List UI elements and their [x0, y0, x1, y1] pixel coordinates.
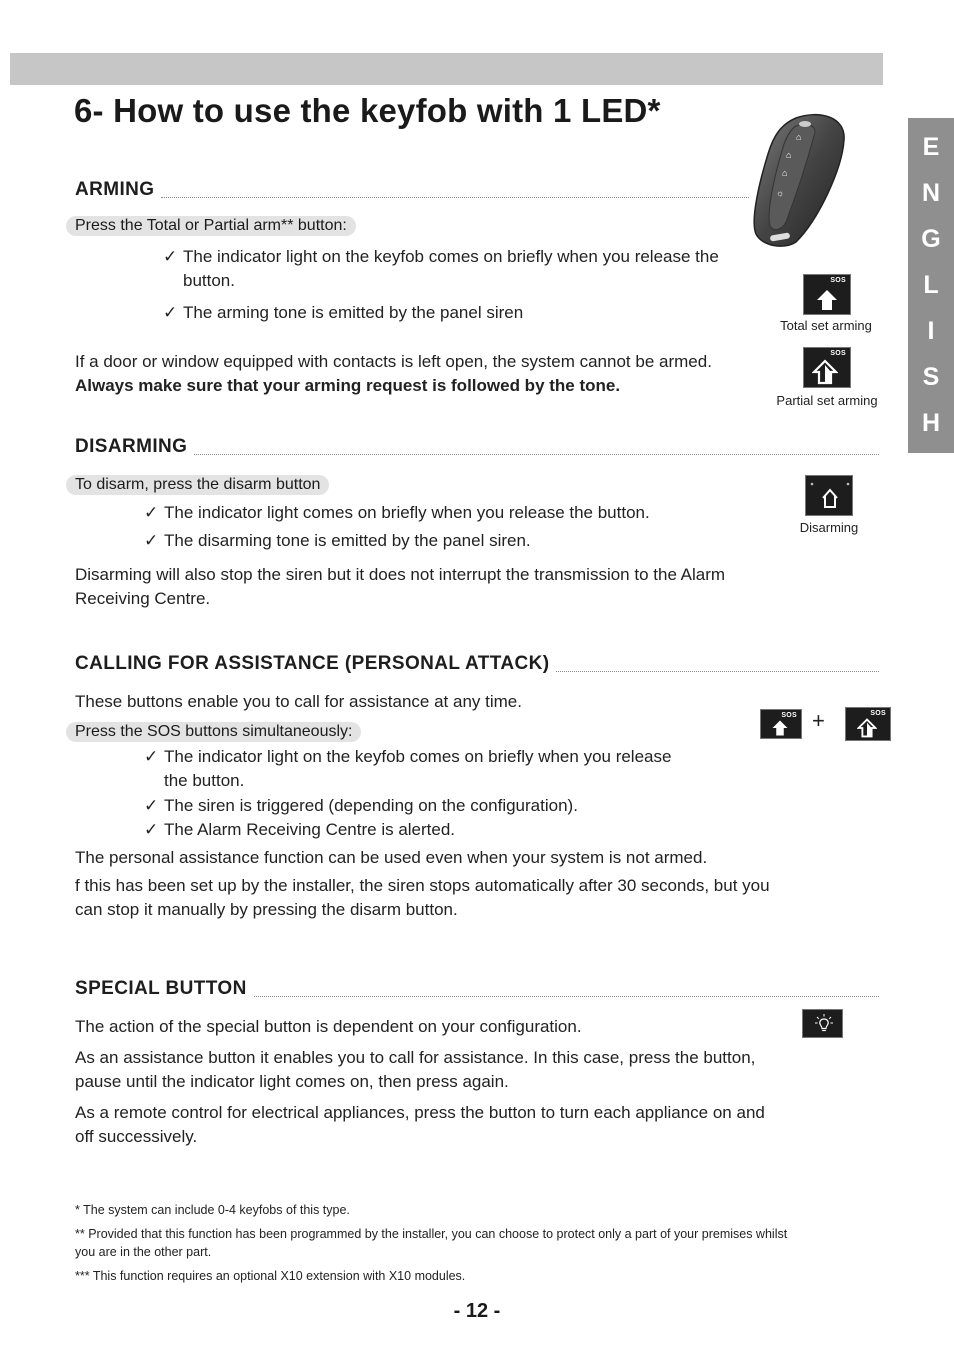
- total-arm-caption: Total set arming: [780, 318, 872, 333]
- arming-instruction: Press the Total or Partial arm** button:: [66, 216, 356, 236]
- heading-rule: [254, 996, 879, 997]
- assistance-check-3: ✓ The Alarm Receiving Centre is alerted.: [144, 818, 784, 842]
- arming-paragraph: If a door or window equipped with contacts is left open, the system cannot be armed. Always make sure that your arming request is followed by the tone.: [75, 350, 775, 398]
- arming-heading: [75, 177, 749, 201]
- sos-icon: SOS: [845, 707, 891, 741]
- assistance-heading-text: CALLING FOR ASSISTANCE (PERSONAL ATTACK): [75, 653, 550, 674]
- disarming-heading: [75, 434, 879, 458]
- footnote-2: ** Provided that this function has been programmed by the installer, you can choose to protect only a part of your premises whilst you are in the other part.: [75, 1227, 788, 1259]
- disarm-icon: [805, 475, 853, 516]
- disarming-check-2: ✓ The disarming tone is emitted by the panel siren.: [144, 529, 784, 553]
- page-number: - 12 -: [453, 1300, 501, 1322]
- sos-icon: SOS: [760, 709, 802, 739]
- special-paragraph-3: As a remote control for electrical appliances, press the button to turn each appliance on and off successively.: [75, 1103, 765, 1146]
- assistance-instruction: Press the SOS buttons simultaneously:: [66, 722, 361, 742]
- heading-rule: [194, 454, 879, 455]
- plus-sign: +: [812, 708, 825, 733]
- assistance-heading: [75, 651, 879, 675]
- disarm-caption: Disarming: [799, 520, 859, 535]
- lang-letter: L: [923, 270, 939, 299]
- assistance-paragraph-2: f this has been set up by the installer, the siren stops automatically after 30 seconds, but you can stop it manually by pressing the disarm button.: [75, 876, 770, 919]
- disarming-heading-text: DISARMING: [75, 436, 188, 457]
- svg-text:⌂: ⌂: [786, 150, 792, 160]
- special-paragraph-1: The action of the special button is dependent on your configuration.: [75, 1017, 582, 1036]
- lang-letter: I: [927, 317, 935, 346]
- special-heading: [75, 976, 879, 1000]
- arming-heading-text: ARMING: [75, 179, 155, 200]
- heading-rule: [161, 197, 749, 198]
- assistance-check-1: ✓ The indicator light on the keyfob comes on briefly when you release the button.: [144, 747, 672, 790]
- page-title: 6- How to use the keyfob with 1 LED*: [74, 92, 661, 129]
- svg-text:☼: ☼: [776, 188, 785, 198]
- special-bulb-icon: [802, 1009, 843, 1038]
- assistance-paragraph-1: The personal assistance function can be used even when your system is not armed.: [75, 848, 708, 867]
- total-arm-icon: SOS: [803, 274, 851, 315]
- lang-letter: S: [922, 363, 940, 392]
- check-icon: ✓: [144, 820, 159, 839]
- arming-check-1: ✓ The indicator light on the keyfob comes on briefly when you release the button.: [163, 247, 719, 290]
- keyfob-icon: [748, 110, 852, 250]
- lang-letter: G: [921, 224, 941, 253]
- header-bar: [10, 53, 883, 85]
- special-paragraph-2: As an assistance button it enables you to call for assistance. In this case, press the button, pause until the indicator light comes on, then press again.: [75, 1048, 756, 1091]
- disarming-instruction: To disarm, press the disarm button: [66, 475, 329, 495]
- arming-warning: Always make sure that your arming request is followed by the tone.: [75, 376, 621, 395]
- special-heading-text: SPECIAL BUTTON: [75, 978, 247, 999]
- partial-arm-caption: Partial set arming: [776, 393, 878, 408]
- assistance-intro: These buttons enable you to call for assistance at any time.: [75, 692, 522, 711]
- arming-check-2: ✓ The arming tone is emitted by the panel siren: [163, 301, 783, 325]
- check-icon: ✓: [144, 531, 159, 550]
- partial-arm-icon: SOS: [803, 347, 851, 388]
- lang-letter: H: [921, 409, 941, 438]
- lang-letter: E: [922, 132, 940, 161]
- disarming-paragraph: Disarming will also stop the siren but it does not interrupt the transmission to the Alarm Receiving Centre.: [75, 565, 726, 608]
- check-icon: ✓: [144, 747, 159, 766]
- check-icon: ✓: [144, 796, 159, 815]
- disarming-check-1: ✓ The indicator light comes on briefly when you release the button.: [144, 501, 784, 525]
- check-icon: ✓: [163, 247, 178, 266]
- check-icon: ✓: [163, 303, 178, 322]
- check-icon: ✓: [144, 503, 159, 522]
- footnote-1: * The system can include 0-4 keyfobs of this type.: [75, 1203, 350, 1217]
- assistance-check-2: ✓ The siren is triggered (depending on the configuration).: [144, 794, 784, 818]
- heading-rule: [556, 671, 879, 672]
- svg-text:⌂: ⌂: [796, 132, 802, 142]
- footnote-3: *** This function requires an optional X10 extension with X10 modules.: [75, 1269, 466, 1283]
- lang-letter: N: [921, 178, 941, 207]
- language-tab: [908, 118, 954, 453]
- svg-text:⌂: ⌂: [782, 168, 788, 178]
